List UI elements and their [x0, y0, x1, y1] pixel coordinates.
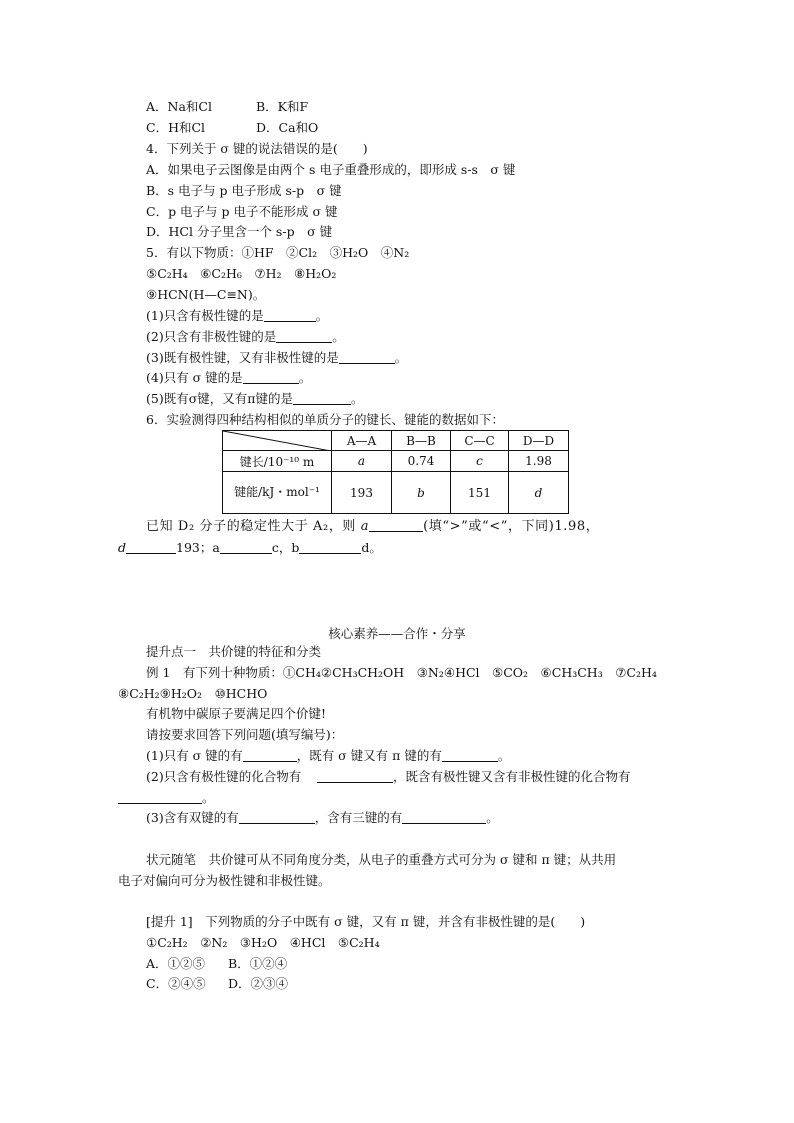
- lift1-option-a: A．①②⑤: [146, 956, 206, 971]
- answer-blank: [118, 791, 202, 804]
- q5-substances-line2: ⑤C₂H₄ ⑥C₂H₆ ⑦H₂ ⑧H₂O₂: [146, 266, 337, 281]
- tip-line2: 电子对偏向可分为极性键和非极性键。: [118, 873, 331, 888]
- answer-blank: [339, 351, 395, 364]
- answer-blank: [243, 371, 299, 384]
- table-header-row: [223, 431, 569, 451]
- example1-line1: 例 1 有下列十种物质：①CH₄②CH₃CH₂OH ③N₂④HCl ⑤CO₂ ⑥CH₃CH₃ ⑦C₂H₄: [146, 665, 657, 680]
- table-cell: d: [509, 472, 569, 514]
- lift1-stem: [提升 1] 下列物质的分子中既有 σ 键，又有 π 键，并含有非极性键的是( ): [146, 914, 586, 929]
- table-cell: b: [392, 472, 451, 514]
- row-label-bond-length: 键长/10⁻¹⁰ m: [223, 451, 332, 472]
- table-cell: c: [451, 451, 509, 472]
- lift1-option-b: B．①②④: [228, 956, 288, 971]
- answer-blank: [402, 811, 486, 824]
- row-label-bond-energy: 键能/kJ・mol⁻¹: [223, 472, 332, 514]
- table-cell: 1.98: [509, 451, 569, 472]
- q5-substances-line3: ⑨HCN(H—C≡N)。: [146, 287, 266, 302]
- q3-option-a: A．Na和Cl: [146, 99, 212, 114]
- q5-stem: 5．有以下物质：①HF ②Cl₂ ③H₂O ④N₂: [146, 245, 410, 260]
- organic-note: 有机物中碳原子要满足四个价键!: [146, 706, 327, 721]
- answer-blank: [126, 541, 176, 554]
- instruction: 请按要求回答下列问题(填写编号)：: [146, 727, 344, 742]
- section-title: 核心素养——合作・分享: [328, 626, 466, 641]
- example1-sub3: (3)含有双键的有 ，含有三键的有 。: [146, 810, 499, 825]
- lift1-substances: ①C₂H₂ ②N₂ ③H₂O ④HCl ⑤C₂H₄: [146, 935, 380, 950]
- q3-option-d: D．Ca和O: [256, 120, 319, 135]
- q5-sub5: (5)既有σ键，又有π键的是 。: [146, 391, 364, 406]
- q3-option-c: C．H和Cl: [146, 120, 206, 135]
- example1-sub1: (1)只有 σ 键的有 ，既有 σ 键又有 π 键的有 。: [146, 748, 511, 763]
- q5-sub1: (1)只含有极性键的是 。: [146, 308, 329, 323]
- q4-option-a: A．如果电子云图像是由两个 s 电子重叠形成的，即形成 s-s σ 键: [146, 162, 516, 177]
- q5-sub3: (3)既有极性键，又有非极性键的是 。: [146, 350, 408, 365]
- table-row: [223, 472, 569, 514]
- table-header-cell: B—B: [392, 431, 451, 451]
- table-cell: 151: [451, 472, 509, 514]
- q4-option-b: B．s 电子与 p 电子形成 s-p σ 键: [146, 183, 342, 198]
- answer-blank: [239, 811, 315, 824]
- answer-blank: [243, 749, 297, 762]
- lift1-option-c: C．②④⑤: [146, 976, 206, 991]
- answer-blank: [442, 749, 498, 762]
- table-row: [223, 451, 569, 472]
- bond-data-table: [222, 430, 569, 514]
- example1-sub2-wrap: 。: [118, 790, 215, 806]
- example1-line2: ⑧C₂H₂⑨H₂O₂ ⑩HCHO: [118, 686, 268, 701]
- table-header-cell: D—D: [509, 431, 569, 451]
- q4-option-c: C．p 电子与 p 电子不能形成 σ 键: [146, 204, 338, 219]
- tip-line1: 状元随笔 共价键可从不同角度分类，从电子的重叠方式可分为 σ 键和 π 键；从共用: [146, 852, 617, 867]
- answer-blank: [264, 309, 316, 322]
- q4-stem: 4．下列关于 σ 键的说法错误的是( ): [146, 141, 368, 156]
- diagonal-line-icon: [223, 431, 331, 451]
- answer-blank: [276, 330, 332, 343]
- table-header-cell: A—A: [332, 431, 392, 451]
- table-cell: 0.74: [392, 451, 451, 472]
- answer-blank: [369, 519, 423, 532]
- answer-blank: [317, 770, 393, 783]
- q5-sub4: (4)只有 σ 键的是 。: [146, 370, 312, 385]
- example1-sub2: (2)只含有极性键的化合物有: [146, 769, 302, 784]
- answer-blank: [299, 541, 361, 554]
- lift-point-heading: 提升点一 共价键的特征和分类: [146, 644, 322, 659]
- table-cell: a: [332, 451, 392, 472]
- q3-option-b: B．K和F: [256, 99, 309, 114]
- q6-conclusion-line1: 已知 D₂ 分子的稳定性大于 A₂，则 a (填“>”或“<”，下同)1.98，: [146, 519, 600, 534]
- diagonal-corner-cell: [223, 431, 332, 451]
- answer-blank: [220, 541, 272, 554]
- q5-sub2: (2)只含有非极性键的是 。: [146, 329, 345, 344]
- q6-stem: 6．实验测得四种结构相似的单质分子的键长、键能的数据如下：: [146, 412, 504, 427]
- table-header-cell: C—C: [451, 431, 509, 451]
- answer-blank: [293, 392, 351, 405]
- example1-sub2-rest: ，既含有极性键又含有非极性键的化合物有: [317, 769, 631, 785]
- q6-conclusion-line2: d 193；a c，b d。: [118, 540, 382, 555]
- table-cell: 193: [332, 472, 392, 514]
- q4-option-d: D．HCl 分子里含一个 s-p σ 键: [146, 224, 333, 239]
- lift1-option-d: D．②③④: [228, 976, 289, 991]
